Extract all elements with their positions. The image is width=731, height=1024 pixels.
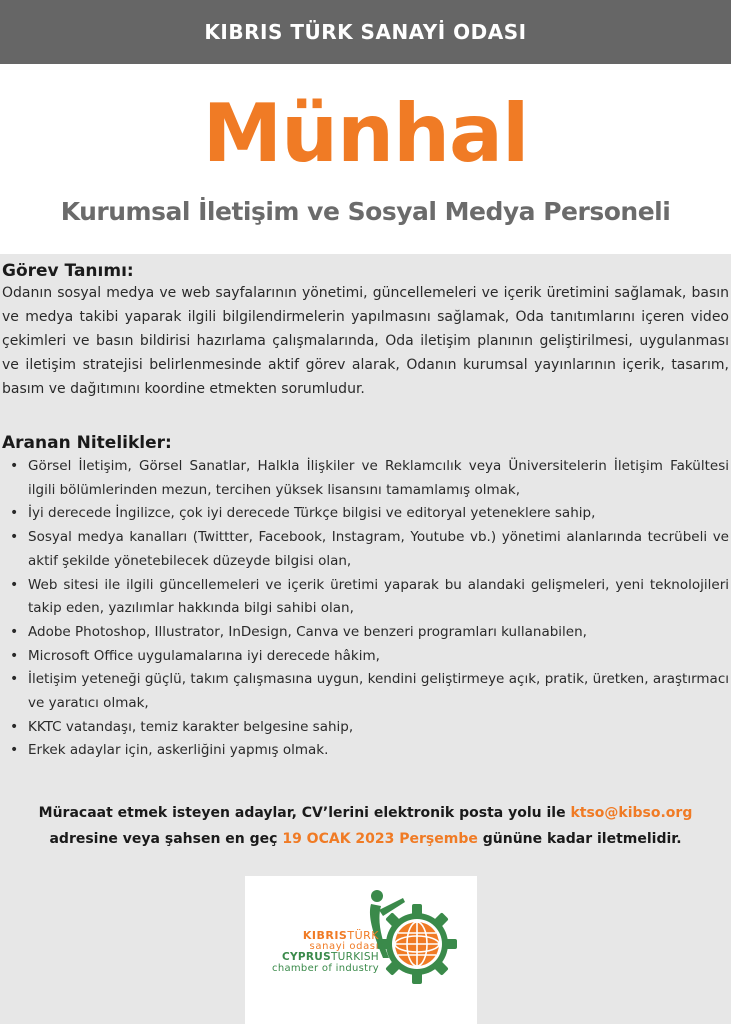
- qualifications-list: [2, 455, 729, 763]
- logo-line-3: [272, 952, 379, 963]
- list-item: • Adobe Photoshop, Illustrator, InDesign, Canva ve benzeri programları kullanabilen,: [2, 621, 729, 645]
- logo-line-4: chamber of industry: [272, 963, 379, 974]
- logo-turk: TÜRK: [347, 929, 379, 942]
- logo-kibris: KIBRIS: [302, 929, 348, 942]
- header-bar: [0, 0, 731, 64]
- logo-cyprus: CYPRUS: [281, 951, 331, 963]
- hero-section: [0, 64, 731, 254]
- logo-wordmark: [272, 930, 379, 974]
- list-item: • İletişim yeteneği güçlü, takım çalışmasına uygun, kendini geliştirmeye açık, pratik, üretken, araştırmacı ve yaratıcı olmak,: [2, 668, 729, 715]
- contact-email-link[interactable]: ktso@kibso.org: [570, 805, 693, 821]
- job-description-title: Görev Tanımı:: [2, 261, 134, 281]
- qualifications-title: Aranan Nitelikler:: [2, 433, 172, 453]
- position-title: Kurumsal İletişim ve Sosyal Medya Personeli: [60, 197, 671, 226]
- application-info: [0, 800, 731, 852]
- list-item: • İyi derecede İngilizce, çok iyi derecede Türkçe bilgisi ve editoryal yeteneklere sahip,: [2, 502, 729, 526]
- job-description-text: Odanın sosyal medya ve web sayfalarının yönetimi, güncellemeleri ve içerik üretimini sağlamak, basın ve medya takibi yaparak ilgili bilgilendirmelerin yapılmasını sağlamak, Oda tanıtımlarını içeren video çekimleri ve basın bildirisi hazırlama çalışmalarında, Oda iletişim planının geliştirilmesi, uygulanması ve iletişim stratejisi belirlenmesinde aktif görev alarak, Odanın kurumsal yayınlarının içerik, tasarım, basım ve dağıtımını koordine etmekten sorumludur.: [2, 285, 729, 397]
- application-text-2: adresine veya şahsen en geç: [49, 831, 283, 847]
- page-title: Münhal: [202, 87, 529, 180]
- list-item: • Web sitesi ile ilgili güncellemeleri ve içerik üretimi yaparak bu alandaki gelişmeleri, yeni teknolojileri takip eden, yazılımlar hakkında bilgi sahibi olan,: [2, 574, 729, 621]
- application-line-1: [0, 800, 731, 826]
- list-item: • Erkek adaylar için, askerliğini yapmış olmak.: [2, 739, 729, 763]
- logo-line-2: sanayi odası: [309, 941, 379, 952]
- deadline-date: 19 OCAK 2023 Perşembe: [282, 831, 478, 847]
- list-item: • KKTC vatandaşı, temiz karakter belgesine sahip,: [2, 716, 729, 740]
- list-item: • Sosyal medya kanalları (Twittter, Facebook, Instagram, Youtube vb.) yönetimi alanlarında tecrübeli ve aktif şekilde yönetebilecek düzeyde bilgisi olan,: [2, 526, 729, 573]
- application-text-1: Müracaat etmek isteyen adaylar, CV’lerini elektronik posta yolu ile: [38, 805, 571, 821]
- list-item: • Görsel İletişim, Görsel Sanatlar, Halkla İlişkiler ve Reklamcılık veya Üniversitelerin İletişim Fakültesi ilgili bölümlerinden mezun, tercihen yüksek lisansını tamamlamış olmak,: [2, 455, 729, 502]
- org-name: KIBRIS TÜRK SANAYİ ODASI: [204, 20, 527, 44]
- logo-turkish: TURKISH: [330, 951, 379, 963]
- application-text-3: gününe kadar iletmelidir.: [477, 831, 682, 847]
- application-line-2: [0, 826, 731, 852]
- list-item: • Microsoft Office uygulamalarına iyi derecede hâkim,: [2, 645, 729, 669]
- logo: [245, 876, 477, 1024]
- logo-line-1: [272, 930, 379, 941]
